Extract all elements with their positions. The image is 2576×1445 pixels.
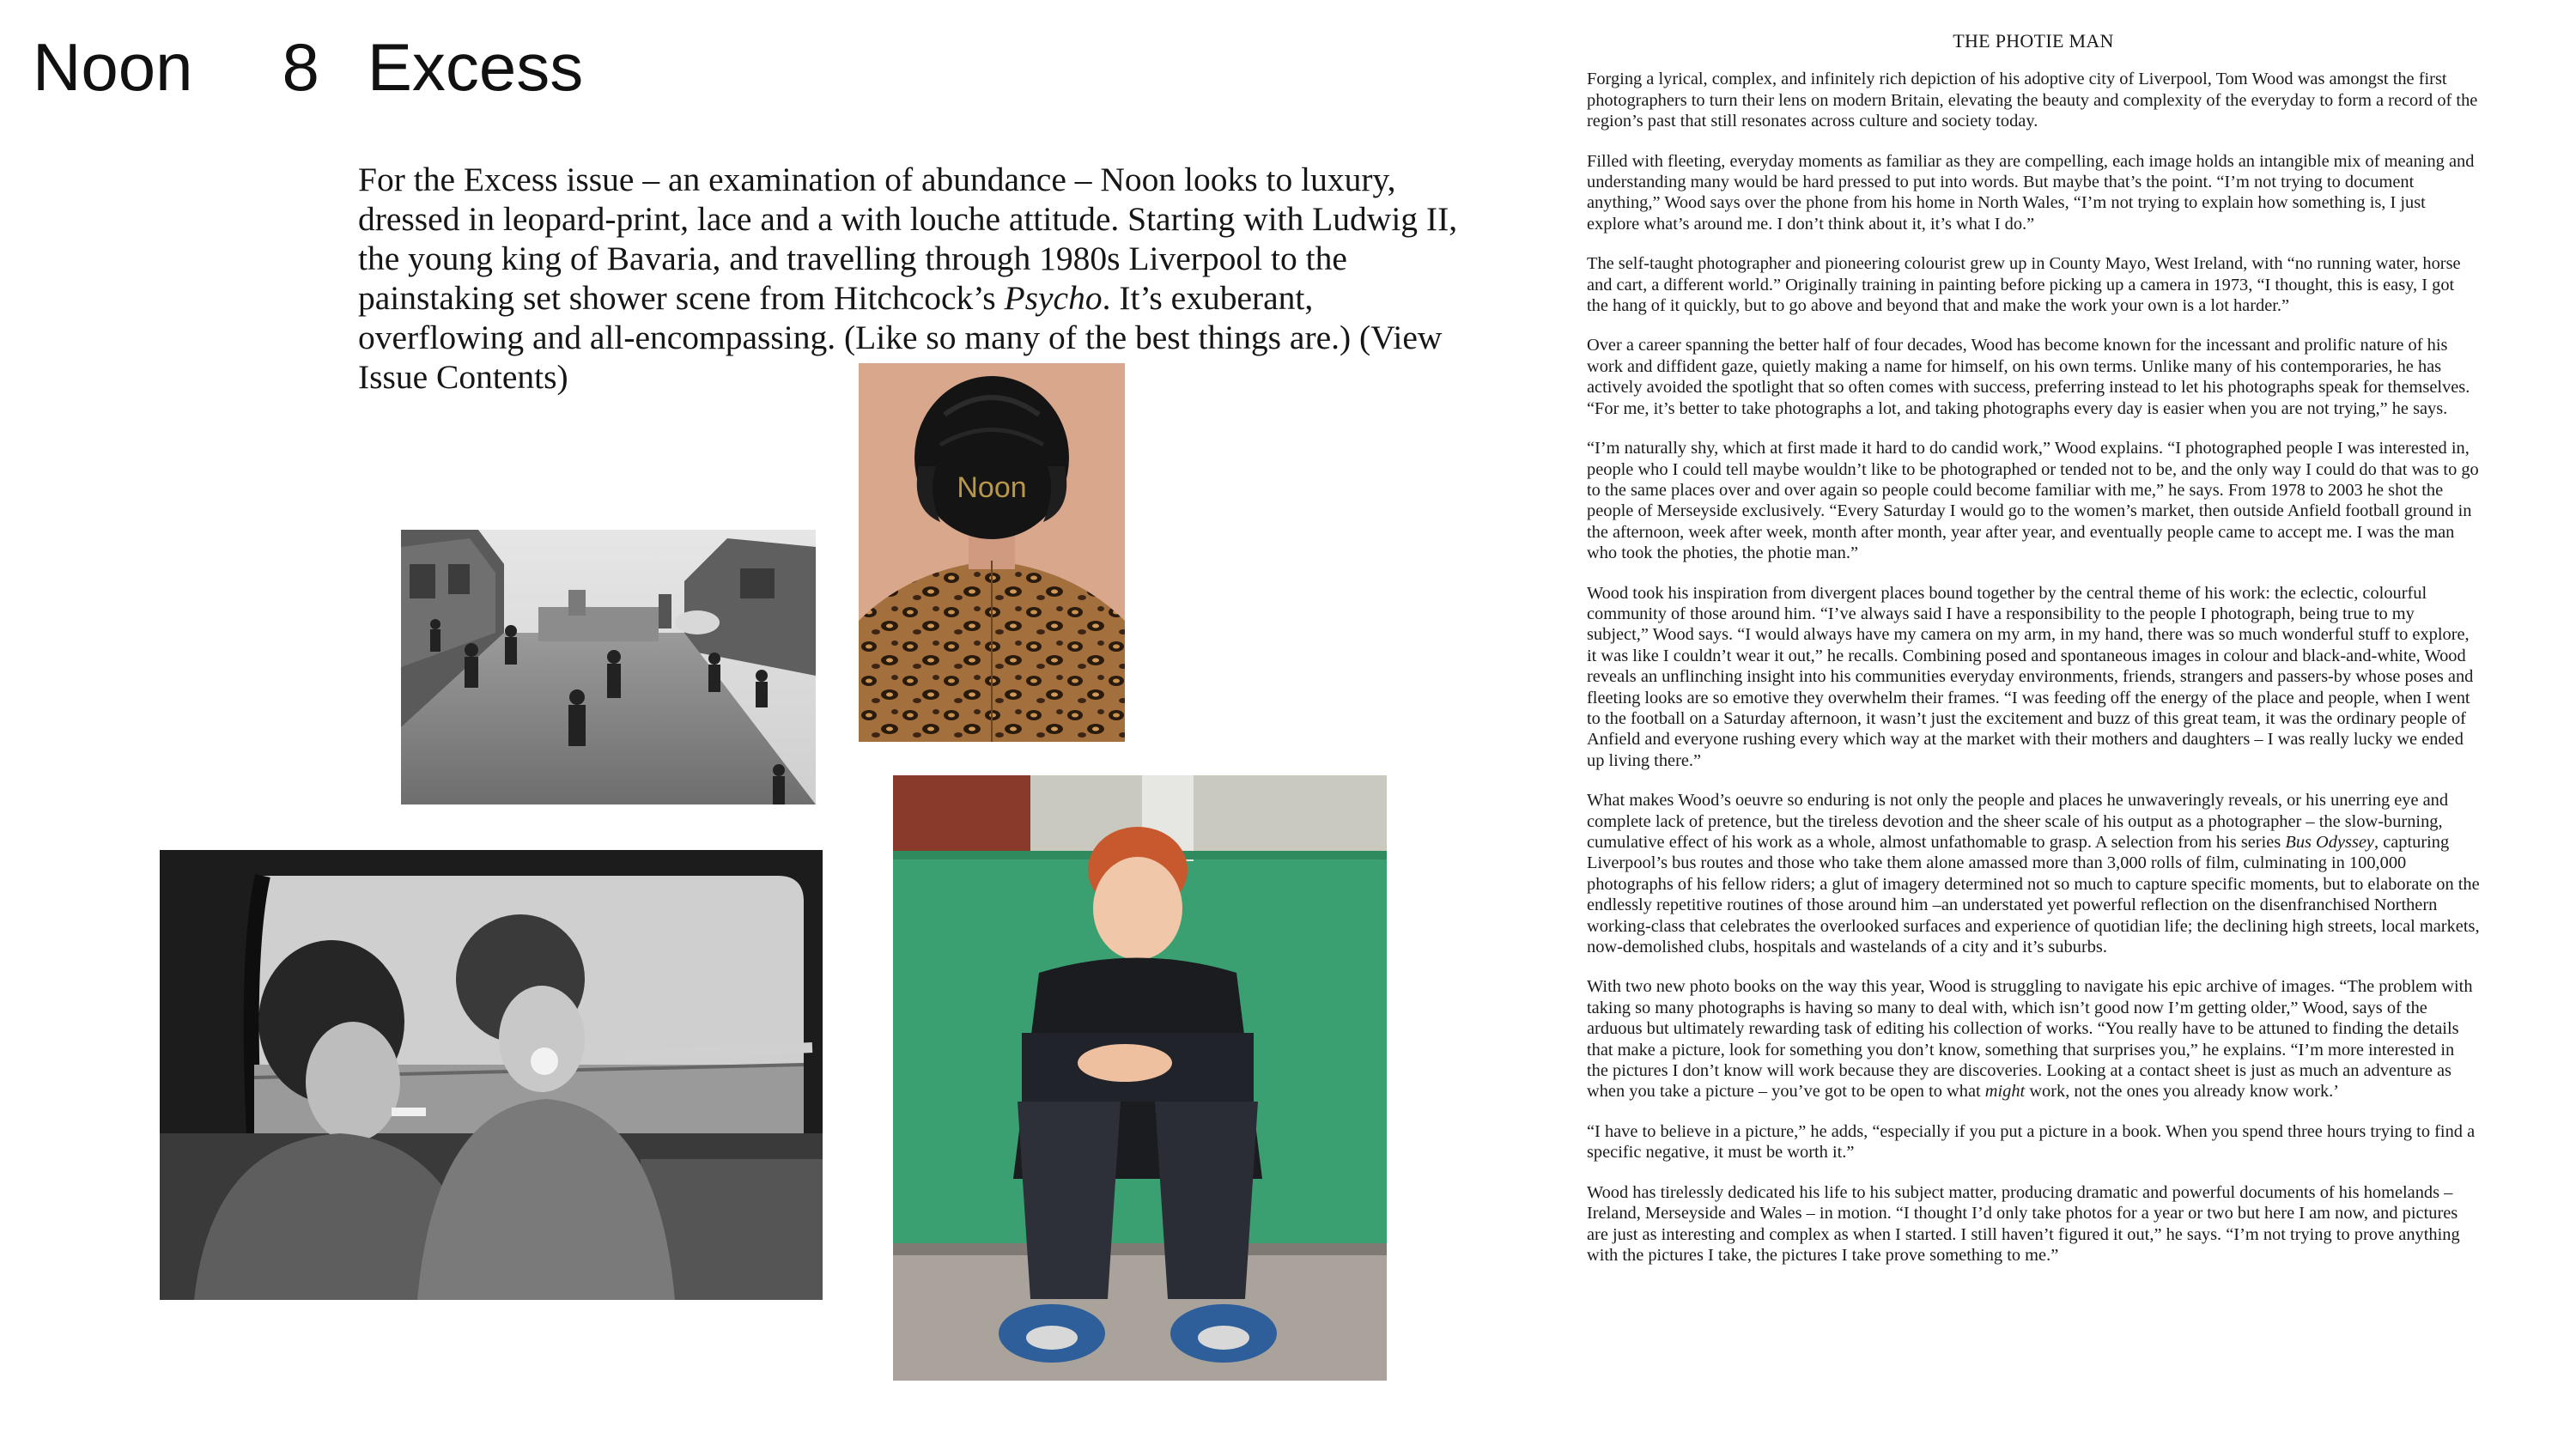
article-text: With two new photo books on the way this year, Wood is struggling to navigate his epic archive of images. “The problem with taking so many photographs is having so many to deal with, which isn’t good now I’m getting older,” Wood, says of the arduous but ultimately rewarding task of editing his collection of works. “You really have to be attuned to finding the details that make a picture, look for something you don’t know, something that surprises you,” he explains. “I’m more interested in the pictures I don’t know will work because they are discoveries. Looking at a contact sheet is just as much an adventure as when you take a picture – you’ve got to be open to what bbox=[1587, 977, 2473, 1102]
intro-text-end: . It’s exuberant, overflowing and all-encompassing. (Like so many of the best things are.) bbox=[358, 279, 1360, 356]
article-paragraph: “I’m naturally shy, which at first made it hard to do candid work,” Wood explains. “I photographed people I was interested in, people who I could tell maybe wouldn’t like to be photographed or tended not to be, and the only way I could do that was to go to the same places over and over again so people could become familiar with me,” he says. From 1978 to 2003 he shot the people of Merseyside exclusively. “Every Saturday I would go to the women’s market, then outside Anfield football ground in the afternoon, week after week, month after month, year after year, and eventually people came to accept me. I was the man who took the photies, the photie man.” bbox=[1587, 439, 2479, 563]
intro-text: For the Excess issue – an examination of abundance – Noon looks to luxury, dressed in leopard-print, lace and a with louche attitude. Starting with Ludwig II, the young king of Bavaria, and travelling through 1980s Liverpool to the painstaking set shower scene from Hitchcock’s bbox=[358, 161, 1458, 317]
article-paragraph: Wood took his inspiration from divergent places bound together by the central theme of his work: the eclectic, colourful community of those around him. “I’ve always said I have a responsibility to the people I photograph, being true to my subject,” Wood says. “I would always have my camera on my arm, in my hand, there was so much wonderful stuff to explore, it was like I couldn’t wear it out,” he recalls. Combining posed and spontaneous images in colour and black-and-white, Wood reveals an unflinching insight into his communities everyday environments, friends, strangers and passers-by whose poses and fleeting looks are so emotive they overwhelm their frames. “I was feeding off the energy of the place and people, when I went to the football on a Saturday afternoon, it wasn’t just the excitement and buzz of this great team, it was the ordinary people of Anfield and everyone rushing every which way at the market with their mothers and daughters – I was really lucky we ended up living there.” bbox=[1587, 583, 2474, 770]
series-title: Bus Odyssey bbox=[2285, 833, 2374, 852]
intro-italic: Psycho bbox=[1004, 279, 1103, 317]
article-paragraph bbox=[1587, 790, 2480, 957]
article-emphasis: might bbox=[1984, 1082, 2026, 1102]
view-issue-contents-link[interactable]: (View Issue Contents) bbox=[358, 319, 1443, 396]
street-photo bbox=[401, 530, 816, 804]
intro-paragraph bbox=[358, 160, 1466, 397]
bus-passengers-photo bbox=[160, 850, 823, 1300]
noon-cover-logo: Noon bbox=[957, 471, 1027, 504]
article-text: What makes Wood’s oeuvre so enduring is not only the people and places he unwaveringly reveals, or his unerring eye and complete lack of pretence, but the tireless devotion and the sheer scale of his output as a photographer – the slow-burning, cumulative effect of his work as a whole, almost unfathomable to grasp. A selection from his series bbox=[1587, 791, 2449, 852]
issue-number: 8 bbox=[282, 28, 319, 105]
article-paragraph: Over a career spanning the better half of four decades, Wood has become known for the incessant and prolific nature of his work and diffident gaze, quietly making a name for himself, on his own terms. Unlike many of his contemporaries, he has actively avoided the spotlight that so often comes with success, preferring instead to let his photographs speak for themselves. “For me, it’s better to take photographs a lot, and taking photographs every day is easier when you are not trying,” he says. bbox=[1587, 336, 2470, 418]
masthead bbox=[33, 24, 583, 110]
article-text: , capturing Liverpool’s bus routes and those who take them alone amassed more than 3,000 rolls of film, culminating in 100,000 photographs of his fellow riders; a glut of imagery determined not so much to capture specific moments, but to elaborate on the endlessly repetitive routines of those around him –an understated yet powerful reflection on the disenfranchised Northern working-class that celebrates the overlooked surfaces and experience of quotidian life; the declining high streets, local markets, now-demolished clubs, hospitals and wastelands of a city and it’s suburbs. bbox=[1587, 833, 2480, 957]
article-paragraph: The self-taught photographer and pioneering colourist grew up in County Mayo, West Ireland, with “no running water, horse and cart, a different world.” Originally training in painting before picking up a camera in 1973, “I thought, this is easy, I got the hang of it quickly, but to go above and beyond that and make the work your own is a lot harder.” bbox=[1587, 254, 2461, 316]
brand-title[interactable]: Noon bbox=[33, 28, 193, 105]
issue-title: Excess bbox=[367, 28, 584, 105]
article-paragraph: Forging a lyrical, complex, and infinitely rich depiction of his adoptive city of Liverpool, Tom Wood was amongst the first photographers to turn their lens on modern Britain, elevating the beauty and complexity of the everyday to form a record of the region’s past that still resonates across culture and society today. bbox=[1587, 70, 2478, 131]
boy-green-wall-photo bbox=[893, 775, 1387, 1381]
article-paragraph bbox=[1587, 976, 2480, 1102]
article-paragraph: “I have to believe in a picture,” he adds, “especially if you put a picture in a book. When you spend three hours trying to find a specific negative, it must be worth it.” bbox=[1587, 1121, 2476, 1163]
article-paragraph: Filled with fleeting, everyday moments as familiar as they are compelling, each image holds an intangible mix of meaning and understanding many would be hard pressed to put into words. But maybe that’s the point. “I’m not trying to document anything,” Wood says over the phone from his home in North Wales, “I’m not trying to explain how something is, I just explore what’s around me. I don’t think about it, it’s what I do.” bbox=[1587, 151, 2475, 234]
article-title: THE PHOTIE MAN bbox=[1953, 30, 2114, 52]
article bbox=[1587, 31, 2480, 1439]
article-paragraph: Wood has tirelessly dedicated his life to his subject matter, producing dramatic and powerful documents of his homelands – Ireland, Merseyside and Wales – in motion. “I thought I’d only take photos for a year or two but here I am now, and pictures are just as interesting and complex as when I started. I still haven’t figured it out,” he says. “I’m not trying to prove anything with the pictures I take, the pictures I take prove something to me.” bbox=[1587, 1182, 2460, 1265]
noon-cover-photo bbox=[859, 363, 1125, 742]
article-text: work, not the ones you already know work.’ bbox=[2025, 1082, 2340, 1102]
